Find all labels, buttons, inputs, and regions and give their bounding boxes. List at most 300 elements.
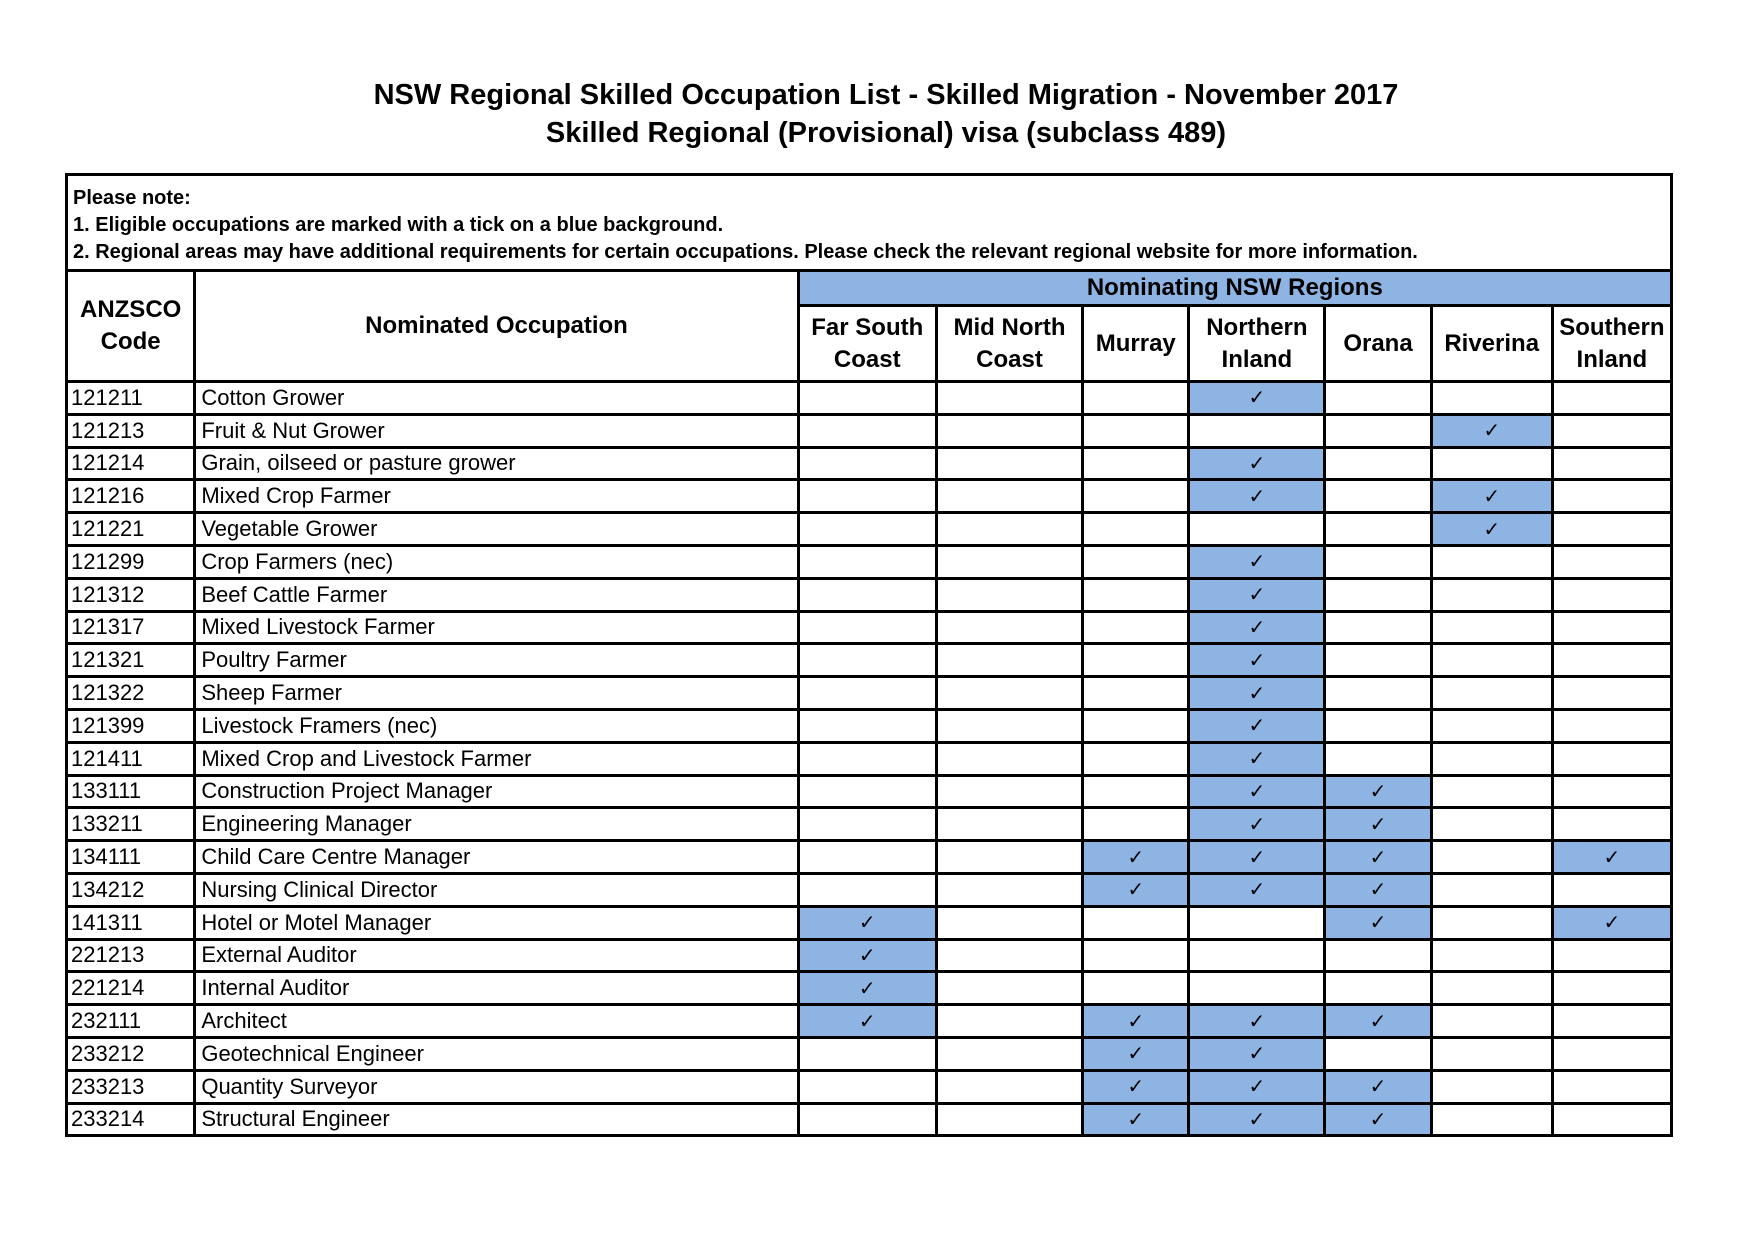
empty-cell xyxy=(1431,382,1552,415)
empty-cell xyxy=(936,578,1082,611)
eligible-cell xyxy=(1083,1070,1189,1103)
empty-cell xyxy=(1189,972,1325,1005)
eligible-cell xyxy=(1325,1103,1431,1134)
empty-cell xyxy=(798,1070,936,1103)
note-box xyxy=(68,176,1670,272)
empty-cell xyxy=(1552,644,1670,677)
eligible-cell xyxy=(1189,1103,1325,1134)
empty-cell xyxy=(936,972,1082,1005)
empty-cell xyxy=(1325,709,1431,742)
occupation-cell: Hotel or Motel Manager xyxy=(195,906,798,939)
empty-cell xyxy=(1189,414,1325,447)
note-line-2: 2. Regional areas may have additional requirements for certain occupations. Please check the relevant regional website for more information. xyxy=(73,241,1418,263)
empty-cell xyxy=(1552,414,1670,447)
empty-cell xyxy=(1325,480,1431,513)
tick-icon: ✓ xyxy=(1369,912,1387,935)
empty-cell xyxy=(1431,578,1552,611)
empty-cell xyxy=(1431,1103,1552,1134)
anzsco-code-cell: 121299 xyxy=(68,545,195,578)
table-row xyxy=(68,545,1670,578)
empty-cell xyxy=(1083,447,1189,480)
occupation-cell: Child Care Centre Manager xyxy=(195,841,798,874)
tick-icon: ✓ xyxy=(1248,616,1266,639)
table-row xyxy=(68,709,1670,742)
column-header-code-line1: ANZSCO xyxy=(79,296,182,323)
empty-cell xyxy=(1552,1103,1670,1134)
eligible-cell xyxy=(1431,513,1552,546)
document-title-block xyxy=(0,76,1754,152)
empty-cell xyxy=(798,808,936,841)
empty-cell xyxy=(1552,709,1670,742)
tick-icon: ✓ xyxy=(1248,682,1266,705)
table-row xyxy=(68,447,1670,480)
occupation-cell: Mixed Crop and Livestock Farmer xyxy=(195,742,798,775)
eligible-cell xyxy=(1083,841,1189,874)
tick-icon: ✓ xyxy=(1248,1010,1266,1033)
eligible-cell xyxy=(1189,545,1325,578)
tick-icon: ✓ xyxy=(1248,846,1266,869)
anzsco-code-cell: 134111 xyxy=(68,841,195,874)
empty-cell xyxy=(798,611,936,644)
empty-cell xyxy=(1083,972,1189,1005)
document-title: NSW Regional Skilled Occupation List - Skilled Migration - November 2017 xyxy=(373,79,1399,111)
eligible-cell xyxy=(1325,841,1431,874)
tick-icon: ✓ xyxy=(1369,813,1387,836)
empty-cell xyxy=(1552,545,1670,578)
table-row xyxy=(68,939,1670,972)
eligible-cell xyxy=(1189,677,1325,710)
empty-cell xyxy=(1083,578,1189,611)
empty-cell xyxy=(1552,677,1670,710)
table-row xyxy=(68,677,1670,710)
tick-icon: ✓ xyxy=(1369,1108,1387,1131)
eligible-cell xyxy=(1083,1103,1189,1134)
tick-icon: ✓ xyxy=(858,1010,876,1033)
occupation-cell: Construction Project Manager xyxy=(195,775,798,808)
eligible-cell xyxy=(1189,611,1325,644)
empty-cell xyxy=(1431,447,1552,480)
empty-cell xyxy=(1552,1005,1670,1038)
empty-cell xyxy=(1325,644,1431,677)
empty-cell xyxy=(1552,742,1670,775)
eligible-cell xyxy=(1189,480,1325,513)
empty-cell xyxy=(1431,742,1552,775)
table-row xyxy=(68,611,1670,644)
document-subtitle: Skilled Regional (Provisional) visa (subclass 489) xyxy=(545,117,1227,149)
tick-icon: ✓ xyxy=(1248,649,1266,672)
eligible-cell xyxy=(1325,873,1431,906)
anzsco-code-cell: 121214 xyxy=(68,447,195,480)
empty-cell xyxy=(1431,709,1552,742)
table-row xyxy=(68,841,1670,874)
region-name-line2: Inland xyxy=(1576,345,1648,373)
empty-cell xyxy=(936,742,1082,775)
column-header-region xyxy=(1189,306,1325,382)
empty-cell xyxy=(1325,545,1431,578)
tick-icon: ✓ xyxy=(1603,846,1621,869)
column-header-occupation: Nominated Occupation xyxy=(195,272,798,382)
occupation-list-sheet xyxy=(65,173,1673,1137)
header-row-group xyxy=(68,272,1670,306)
empty-cell xyxy=(936,644,1082,677)
empty-cell xyxy=(1552,939,1670,972)
empty-cell xyxy=(1552,1037,1670,1070)
region-name-line1: Northern xyxy=(1206,313,1308,341)
empty-cell xyxy=(936,775,1082,808)
tick-icon: ✓ xyxy=(1369,1076,1387,1099)
table-row xyxy=(68,414,1670,447)
empty-cell xyxy=(1325,578,1431,611)
empty-cell xyxy=(936,677,1082,710)
empty-cell xyxy=(936,513,1082,546)
empty-cell xyxy=(1083,414,1189,447)
empty-cell xyxy=(798,873,936,906)
anzsco-code-cell: 121221 xyxy=(68,513,195,546)
empty-cell xyxy=(1552,480,1670,513)
region-name-line2: Coast xyxy=(833,345,901,373)
empty-cell xyxy=(936,414,1082,447)
occupation-cell: Internal Auditor xyxy=(195,972,798,1005)
tick-icon: ✓ xyxy=(1248,551,1266,574)
anzsco-code-cell: 121322 xyxy=(68,677,195,710)
tick-icon: ✓ xyxy=(1248,1043,1266,1066)
empty-cell xyxy=(798,742,936,775)
table-row xyxy=(68,578,1670,611)
region-name-line1: Mid North xyxy=(953,313,1066,341)
table-row xyxy=(68,808,1670,841)
empty-cell xyxy=(1083,677,1189,710)
tick-icon: ✓ xyxy=(1483,485,1501,508)
empty-cell xyxy=(1552,1070,1670,1103)
eligible-cell xyxy=(798,972,936,1005)
eligible-cell xyxy=(1325,808,1431,841)
eligible-cell xyxy=(1189,1037,1325,1070)
region-name-line1: Orana xyxy=(1343,329,1413,357)
empty-cell xyxy=(1431,972,1552,1005)
table-row xyxy=(68,873,1670,906)
tick-icon: ✓ xyxy=(1603,912,1621,935)
empty-cell xyxy=(1552,447,1670,480)
occupation-cell: Beef Cattle Farmer xyxy=(195,578,798,611)
empty-cell xyxy=(936,709,1082,742)
empty-cell xyxy=(1552,873,1670,906)
eligible-cell xyxy=(1431,480,1552,513)
empty-cell xyxy=(1552,513,1670,546)
note-heading: Please note: xyxy=(73,187,191,209)
empty-cell xyxy=(936,382,1082,415)
tick-icon: ✓ xyxy=(1369,1010,1387,1033)
empty-cell xyxy=(1431,808,1552,841)
occupation-cell: Structural Engineer xyxy=(195,1103,798,1134)
anzsco-code-cell: 121211 xyxy=(68,382,195,415)
empty-cell xyxy=(936,480,1082,513)
occupation-cell: Livestock Framers (nec) xyxy=(195,709,798,742)
empty-cell xyxy=(1431,644,1552,677)
occupation-cell: Poultry Farmer xyxy=(195,644,798,677)
empty-cell xyxy=(798,414,936,447)
tick-icon: ✓ xyxy=(1127,1043,1145,1066)
eligible-cell xyxy=(1189,841,1325,874)
empty-cell xyxy=(1552,578,1670,611)
empty-cell xyxy=(798,382,936,415)
empty-cell xyxy=(1431,775,1552,808)
table-row xyxy=(68,972,1670,1005)
empty-cell xyxy=(1431,1037,1552,1070)
empty-cell xyxy=(936,841,1082,874)
occupation-cell: Quantity Surveyor xyxy=(195,1070,798,1103)
occupation-cell: Grain, oilseed or pasture grower xyxy=(195,447,798,480)
empty-cell xyxy=(1083,545,1189,578)
empty-cell xyxy=(1083,742,1189,775)
empty-cell xyxy=(1189,906,1325,939)
occupation-cell: External Auditor xyxy=(195,939,798,972)
empty-cell xyxy=(1431,873,1552,906)
empty-cell xyxy=(1325,939,1431,972)
empty-cell xyxy=(1552,775,1670,808)
table-row xyxy=(68,513,1670,546)
eligible-cell xyxy=(1083,873,1189,906)
table-row xyxy=(68,1103,1670,1134)
table-body xyxy=(68,382,1670,1135)
occupation-cell: Vegetable Grower xyxy=(195,513,798,546)
empty-cell xyxy=(1431,677,1552,710)
empty-cell xyxy=(1325,611,1431,644)
empty-cell xyxy=(1325,972,1431,1005)
eligible-cell xyxy=(1083,1037,1189,1070)
anzsco-code-cell: 121213 xyxy=(68,414,195,447)
eligible-cell xyxy=(1552,841,1670,874)
occupation-cell: Engineering Manager xyxy=(195,808,798,841)
tick-icon: ✓ xyxy=(1127,846,1145,869)
empty-cell xyxy=(1325,1037,1431,1070)
anzsco-code-cell: 233213 xyxy=(68,1070,195,1103)
empty-cell xyxy=(1325,414,1431,447)
region-name-line1: Murray xyxy=(1095,329,1176,357)
tick-icon: ✓ xyxy=(1127,1010,1145,1033)
empty-cell xyxy=(936,447,1082,480)
eligible-cell xyxy=(798,939,936,972)
empty-cell xyxy=(1325,382,1431,415)
table-row xyxy=(68,480,1670,513)
empty-cell xyxy=(798,677,936,710)
empty-cell xyxy=(798,545,936,578)
empty-cell xyxy=(1083,382,1189,415)
eligible-cell xyxy=(1189,742,1325,775)
empty-cell xyxy=(1325,677,1431,710)
eligible-cell xyxy=(1189,709,1325,742)
column-header-code-line2: Code xyxy=(100,328,161,355)
occupation-cell: Mixed Crop Farmer xyxy=(195,480,798,513)
table-row xyxy=(68,775,1670,808)
empty-cell xyxy=(1083,775,1189,808)
region-name-line1: Far South xyxy=(811,313,924,341)
empty-cell xyxy=(798,513,936,546)
tick-icon: ✓ xyxy=(1248,780,1266,803)
tick-icon: ✓ xyxy=(1248,584,1266,607)
tick-icon: ✓ xyxy=(1248,748,1266,771)
occupation-cell: Nursing Clinical Director xyxy=(195,873,798,906)
eligible-cell xyxy=(1431,414,1552,447)
occupation-cell: Crop Farmers (nec) xyxy=(195,545,798,578)
column-header-region xyxy=(1325,306,1431,382)
eligible-cell xyxy=(1552,906,1670,939)
empty-cell xyxy=(1431,1005,1552,1038)
empty-cell xyxy=(936,1037,1082,1070)
anzsco-code-cell: 134212 xyxy=(68,873,195,906)
empty-cell xyxy=(936,939,1082,972)
empty-cell xyxy=(936,873,1082,906)
eligible-cell xyxy=(798,906,936,939)
empty-cell xyxy=(1325,742,1431,775)
tick-icon: ✓ xyxy=(1127,1076,1145,1099)
empty-cell xyxy=(798,644,936,677)
empty-cell xyxy=(1552,611,1670,644)
eligible-cell xyxy=(1325,1005,1431,1038)
empty-cell xyxy=(1431,611,1552,644)
tick-icon: ✓ xyxy=(858,977,876,1000)
eligible-cell xyxy=(1325,775,1431,808)
empty-cell xyxy=(936,1070,1082,1103)
column-header-code xyxy=(68,272,195,382)
empty-cell xyxy=(798,578,936,611)
eligible-cell xyxy=(1189,382,1325,415)
empty-cell xyxy=(1083,808,1189,841)
occupation-cell: Cotton Grower xyxy=(195,382,798,415)
empty-cell xyxy=(1325,513,1431,546)
tick-icon: ✓ xyxy=(1248,1076,1266,1099)
empty-cell xyxy=(936,1005,1082,1038)
occupation-cell: Fruit & Nut Grower xyxy=(195,414,798,447)
tick-icon: ✓ xyxy=(1248,813,1266,836)
empty-cell xyxy=(798,1103,936,1134)
occupation-cell: Sheep Farmer xyxy=(195,677,798,710)
anzsco-code-cell: 233212 xyxy=(68,1037,195,1070)
table-row xyxy=(68,644,1670,677)
anzsco-code-cell: 121321 xyxy=(68,644,195,677)
eligible-cell xyxy=(1189,775,1325,808)
empty-cell xyxy=(1083,611,1189,644)
empty-cell xyxy=(936,1103,1082,1134)
tick-icon: ✓ xyxy=(1248,715,1266,738)
eligible-cell xyxy=(1189,447,1325,480)
table-row xyxy=(68,1005,1670,1038)
anzsco-code-cell: 141311 xyxy=(68,906,195,939)
table-row xyxy=(68,742,1670,775)
column-group-regions: Nominating NSW Regions xyxy=(798,272,1670,306)
eligible-cell xyxy=(1189,1070,1325,1103)
tick-icon: ✓ xyxy=(1369,846,1387,869)
empty-cell xyxy=(798,480,936,513)
empty-cell xyxy=(1083,709,1189,742)
empty-cell xyxy=(1083,513,1189,546)
eligible-cell xyxy=(1083,1005,1189,1038)
eligible-cell xyxy=(1325,1070,1431,1103)
column-header-region xyxy=(798,306,936,382)
tick-icon: ✓ xyxy=(1127,1108,1145,1131)
note-line-1: 1. Eligible occupations are marked with a tick on a blue background. xyxy=(73,214,724,236)
tick-icon: ✓ xyxy=(1483,420,1501,443)
anzsco-code-cell: 133111 xyxy=(68,775,195,808)
eligible-cell xyxy=(1189,1005,1325,1038)
empty-cell xyxy=(1189,513,1325,546)
tick-icon: ✓ xyxy=(858,944,876,967)
eligible-cell xyxy=(1189,873,1325,906)
table-row xyxy=(68,1037,1670,1070)
empty-cell xyxy=(936,906,1082,939)
column-header-region xyxy=(1552,306,1670,382)
anzsco-code-cell: 221214 xyxy=(68,972,195,1005)
empty-cell xyxy=(1083,906,1189,939)
anzsco-code-cell: 121411 xyxy=(68,742,195,775)
empty-cell xyxy=(798,841,936,874)
empty-cell xyxy=(798,1037,936,1070)
occupation-cell: Architect xyxy=(195,1005,798,1038)
tick-icon: ✓ xyxy=(1248,879,1266,902)
empty-cell xyxy=(798,775,936,808)
anzsco-code-cell: 221213 xyxy=(68,939,195,972)
region-name-line2: Inland xyxy=(1221,345,1293,373)
anzsco-code-cell: 121317 xyxy=(68,611,195,644)
region-name-line1: Southern xyxy=(1559,313,1665,341)
table-row xyxy=(68,906,1670,939)
tick-icon: ✓ xyxy=(1248,387,1266,410)
empty-cell xyxy=(798,709,936,742)
empty-cell xyxy=(1552,808,1670,841)
tick-icon: ✓ xyxy=(1369,879,1387,902)
anzsco-code-cell: 121216 xyxy=(68,480,195,513)
column-header-region xyxy=(1083,306,1189,382)
empty-cell xyxy=(936,611,1082,644)
region-name-line1: Riverina xyxy=(1444,329,1540,357)
anzsco-code-cell: 121312 xyxy=(68,578,195,611)
empty-cell xyxy=(1325,447,1431,480)
tick-icon: ✓ xyxy=(1127,879,1145,902)
column-header-region xyxy=(936,306,1082,382)
empty-cell xyxy=(1431,841,1552,874)
empty-cell xyxy=(1189,939,1325,972)
table-row xyxy=(68,1070,1670,1103)
tick-icon: ✓ xyxy=(1248,1108,1266,1131)
anzsco-code-cell: 121399 xyxy=(68,709,195,742)
anzsco-code-cell: 233214 xyxy=(68,1103,195,1134)
empty-cell xyxy=(798,447,936,480)
empty-cell xyxy=(1431,545,1552,578)
anzsco-code-cell: 232111 xyxy=(68,1005,195,1038)
empty-cell xyxy=(1431,1070,1552,1103)
region-name-line2: Coast xyxy=(976,345,1043,373)
empty-cell xyxy=(1083,939,1189,972)
tick-icon: ✓ xyxy=(1248,452,1266,475)
empty-cell xyxy=(936,808,1082,841)
empty-cell xyxy=(1552,972,1670,1005)
empty-cell xyxy=(1083,480,1189,513)
empty-cell xyxy=(1431,906,1552,939)
eligible-cell xyxy=(1325,906,1431,939)
anzsco-code-cell: 133211 xyxy=(68,808,195,841)
empty-cell xyxy=(1431,939,1552,972)
tick-icon: ✓ xyxy=(1369,780,1387,803)
occupation-table xyxy=(68,272,1670,1134)
eligible-cell xyxy=(1189,578,1325,611)
empty-cell xyxy=(1083,644,1189,677)
column-header-region xyxy=(1431,306,1552,382)
empty-cell xyxy=(1552,382,1670,415)
tick-icon: ✓ xyxy=(1248,485,1266,508)
eligible-cell xyxy=(798,1005,936,1038)
occupation-cell: Mixed Livestock Farmer xyxy=(195,611,798,644)
occupation-cell: Geotechnical Engineer xyxy=(195,1037,798,1070)
eligible-cell xyxy=(1189,644,1325,677)
